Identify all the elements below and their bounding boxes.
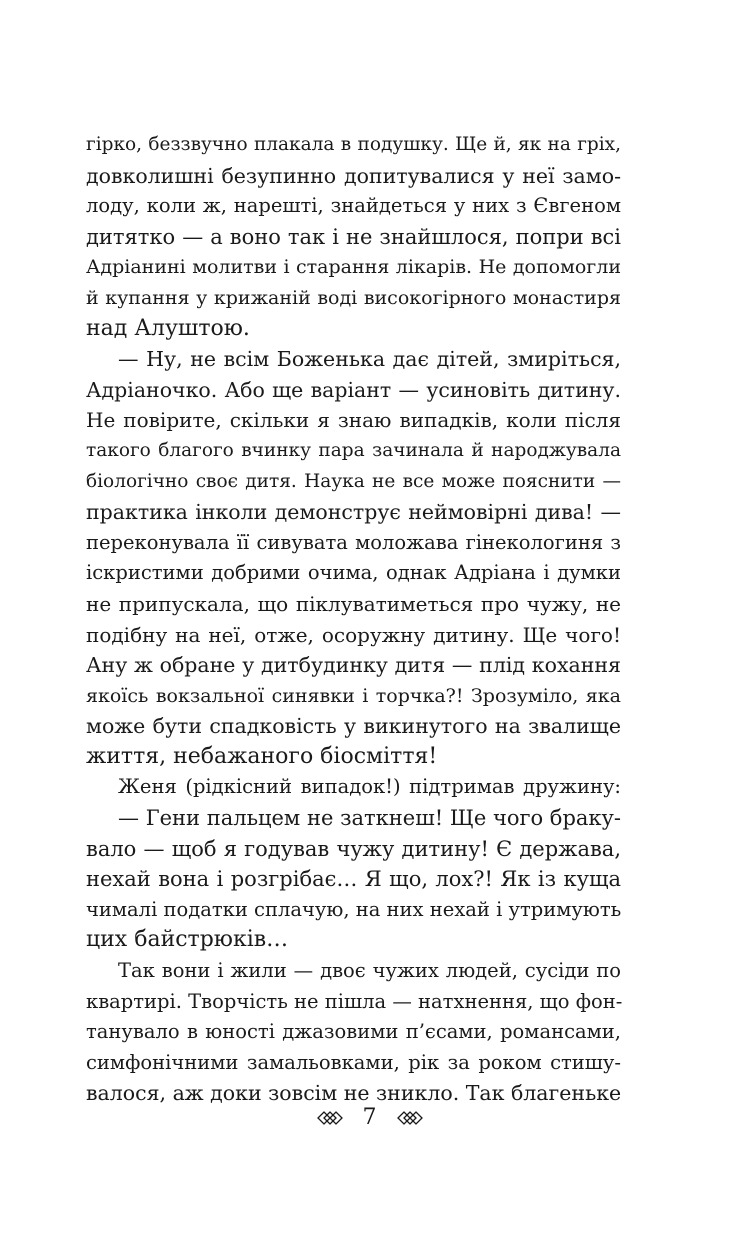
text-line: й купання у крижаній воді високогірного монастиря <box>86 286 621 309</box>
text-line: цих байстрюків… <box>86 927 289 953</box>
page-number: 7 <box>362 1105 377 1130</box>
text-line: над Алуштою. <box>86 315 250 341</box>
text-line: танувало в юності джазовими п’єсами, романсами, <box>86 1020 621 1044</box>
text-line: дитятко — а воно так і не знайшлося, попри всі <box>86 224 621 249</box>
text-line: довколишні безупинно допитувалися у неї замо- <box>86 163 621 188</box>
text-line: іскристими добрими очима, однак Адріана і думки <box>86 561 621 585</box>
text-line: нехай вона і розгрібає… Я що, лох?! Як із куща <box>86 867 621 892</box>
text-line: Ану ж обране у дитбудинку дитя — плід кохання <box>86 653 621 678</box>
text-line: — Гени пальцем не заткнеш! Ще чого браку- <box>118 806 621 831</box>
text-line: не припускала, що піклуватиметься про чужу, не <box>86 591 621 616</box>
text-line: практика інколи демонструє неймовірні дива! — <box>86 500 621 525</box>
text-line: чималі податки сплачую, на них нехай і утримують <box>86 897 622 921</box>
text-line: такого благого вчинку пара зачинала й народжувала <box>86 439 621 461</box>
text-line: гірко, беззвучно плакала в подушку. Ще й, як на гріх, <box>86 134 621 155</box>
page-footer <box>0 1105 739 1130</box>
left-ornament-icon <box>317 1110 343 1126</box>
text-line: вало — щоб я годував чужу дитину! Є держава, <box>86 836 621 861</box>
text-line: Женя (рідкісний випадок!) підтримав дружину: <box>118 775 621 799</box>
text-line: Так вони і жили — двоє чужих людей, сусіди по <box>118 959 621 983</box>
right-ornament-icon <box>397 1110 423 1126</box>
text-line: життя, небажаного біосміття! <box>86 743 438 769</box>
text-line: Адріаночко. Або ще варіант — усиновіть дитину. <box>86 377 621 402</box>
text-line: біологічно своє дитя. Наука не все може пояснити — <box>86 470 621 492</box>
text-line: переконувала її сивувата моложава гінекологиня з <box>86 530 621 554</box>
text-line: симфонічними замальовками, рік за роком стишу- <box>86 1050 621 1074</box>
body-text <box>86 130 621 1109</box>
text-line: лоду, коли ж, нарешті, знайдеться у них з Євгеном <box>86 194 621 218</box>
text-line: Адріанині молитви і старання лікарів. Не допомогли <box>86 256 621 279</box>
text-line: може бути спадковість у викинутого на звалище <box>86 714 621 739</box>
text-line: якоїсь вокзальної синявки і торчка?! Зрозуміло, яка <box>86 684 621 707</box>
text-line: — Ну, не всім Боженька дає дітей, змиріться, <box>118 347 621 372</box>
text-line: Не повірите, скільки я знаю випадків, коли після <box>86 408 621 433</box>
text-line: валося, аж доки зовсім не зникло. Так благеньке <box>86 1081 622 1106</box>
text-line: подібну на неї, отже, осоружну дитину. Ще чого! <box>86 622 621 647</box>
text-line: квартирі. Творчість не пішла — натхнення, що фон- <box>86 989 623 1013</box>
